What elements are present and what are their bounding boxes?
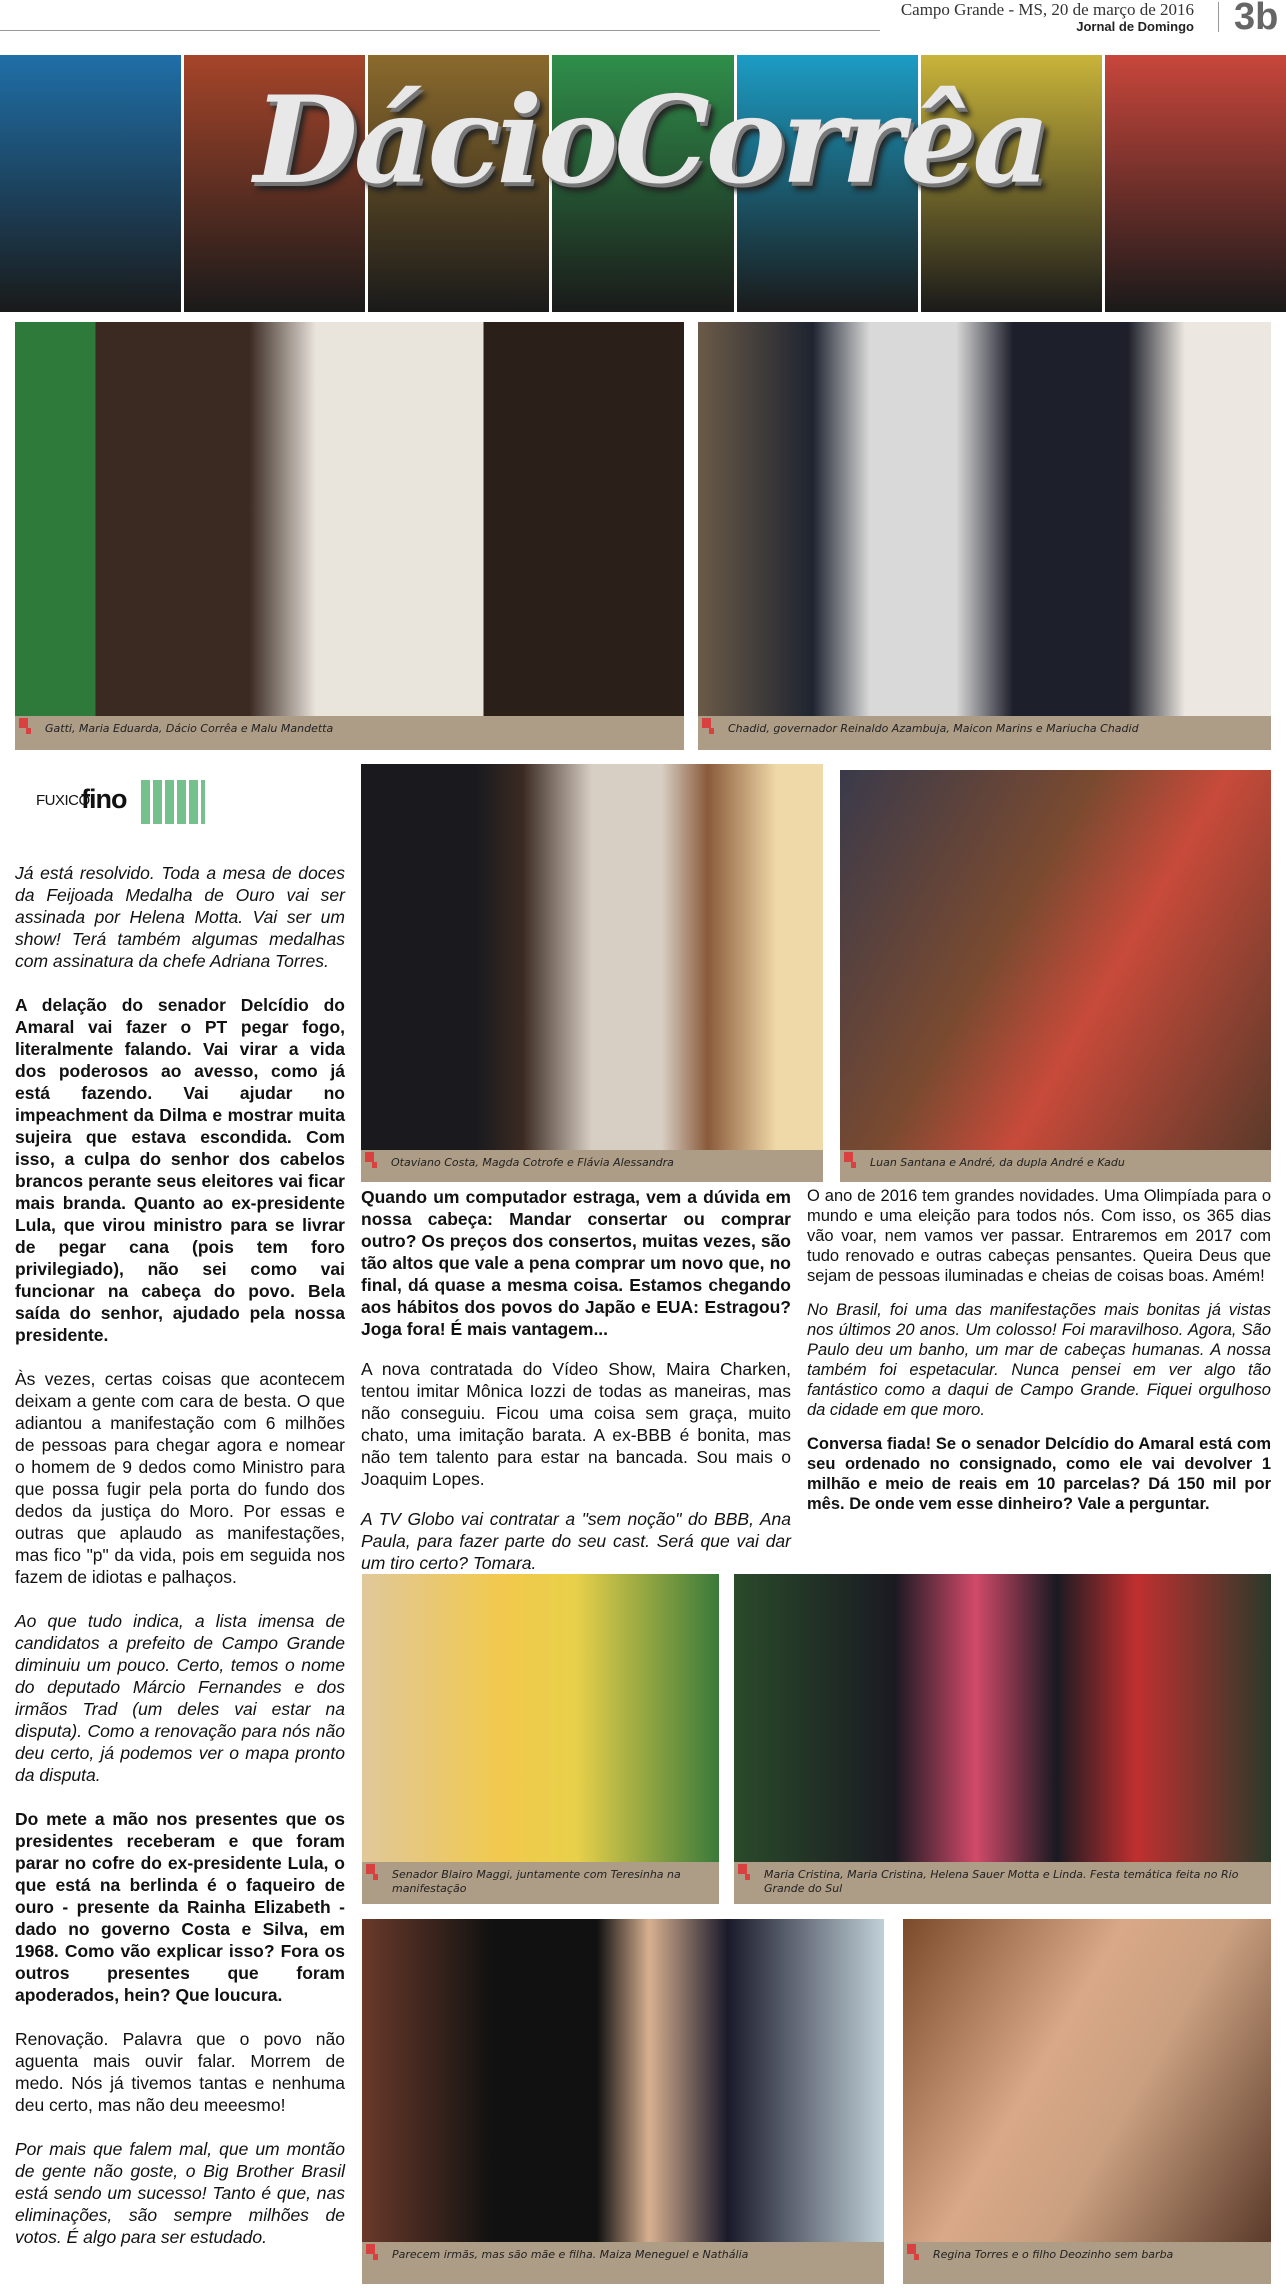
paragraph: Já está resolvido. Toda a mesa de doces da Feijoada Medalha de Ouro vai ser assinada por Helena Motta. Vai ser um show! Terá também algumas medalhas com assinatura da chefe Adriana Torres. bbox=[15, 863, 345, 971]
photo-caption: Senador Blairo Maggi, juntamente com Teresinha na manifestação bbox=[362, 1862, 719, 1904]
photo-image bbox=[361, 764, 823, 1150]
page-number: 3b bbox=[1234, 0, 1279, 38]
paragraph: Por mais que falem mal, que um montão de gente não goste, o Big Brother Brasil está sendo um sucesso! Tanto é que, nas eliminações, são sempre milhões de votos. É algo para ser estudado. bbox=[15, 2139, 345, 2247]
column-1 bbox=[15, 862, 345, 2270]
photo-image bbox=[903, 1919, 1271, 2242]
banner-logo: DácioCorrêa bbox=[253, 70, 1047, 211]
photo-caption: Gatti, Maria Eduarda, Dácio Corrêa e Malu Mandetta bbox=[15, 716, 684, 750]
photo-caption: Maria Cristina, Maria Cristina, Helena Sauer Motta e Linda. Festa temática feita no Rio Grande do Sul bbox=[734, 1862, 1271, 1904]
paragraph: Às vezes, certas coisas que acontecem deixam a gente com cara de besta. O que adiantou a manifestação com 6 milhões de pessoas para chegar agora e nomear o homem de 9 dedos como Ministro para que possa fugir pela porta do fundo dos dedos da justiça do Moro. Por essas e outras que aplaudo as manifestações, mas fico "p" da vida, pois em seguida nos fazem de idiotas e palhaços. bbox=[15, 1369, 345, 1587]
header-rule bbox=[0, 30, 880, 31]
photo-image bbox=[15, 322, 684, 716]
paragraph: Ao que tudo indica, a lista imensa de candidatos a prefeito de Campo Grande diminuiu um pouco. Certo, temos o nome do deputado Márcio Fernandes e dos irmãos Trad (um deles vai estar na disputa). Como a renovação para nós não deu certo, já podemos ver o mapa pronto da disputa. bbox=[15, 1611, 345, 1785]
photo-image bbox=[698, 322, 1271, 716]
photo-6 bbox=[734, 1574, 1271, 1904]
photo-image bbox=[362, 1919, 884, 2242]
photo-7 bbox=[362, 1919, 884, 2284]
photo-caption: Luan Santana e André, da dupla André e Kadu bbox=[840, 1150, 1271, 1182]
photo-image bbox=[840, 770, 1271, 1150]
photo-4 bbox=[840, 770, 1271, 1182]
paragraph: O ano de 2016 tem grandes novidades. Uma Olimpíada para o mundo e uma eleição para todos nós. Com isso, os 365 dias vão voar, nem vamos ver passar. Entraremos em 2017 com tudo renovado e outras cabeças pensantes. Queira Deus que sejam de pessoas iluminadas e cheias de coisas boas. Amém! bbox=[807, 1187, 1271, 1285]
fuxico-fino-logo bbox=[36, 780, 206, 826]
photo-caption: Otaviano Costa, Magda Cotrofe e Flávia Alessandra bbox=[361, 1150, 823, 1182]
logo-prefix: FUXICO bbox=[36, 792, 90, 809]
logo-squares bbox=[141, 780, 205, 824]
header-divider bbox=[1218, 2, 1219, 32]
paragraph: A nova contratada do Vídeo Show, Maira Charken, tentou imitar Mônica Iozzi de todas as maneiras, mas não conseguiu. Ficou uma coisa sem graça, muito chato, uma imitação barata. A ex-BBB é bonita, mas não tem talento para estar na bancada. Sou mais o Joaquim Lopes. bbox=[361, 1359, 791, 1489]
photo-1 bbox=[15, 322, 684, 750]
photo-image bbox=[734, 1574, 1271, 1862]
paragraph: A delação do senador Delcídio do Amaral vai fazer o PT pegar fogo, literalmente falando. Vai virar a vida dos poderosos ao avesso, como já está fazendo. Vai ajudar no impeachment da Dilma e mostrar muita sujeira que estava escondida. Com isso, a culpa do senhor dos cabelos brancos perante seus eleitores vai ficar mais branda. Quanto ao ex-presidente Lula, que virou ministro para se livrar de pegar cana (pois tem foro privilegiado), não sei como vai funcionar na cabeça do povo. Bela saída do senhor, ajudado pela nossa presidente. bbox=[15, 995, 345, 1345]
paragraph: Quando um computador estraga, vem a dúvida em nossa cabeça: Mandar consertar ou comprar outro? Os preços dos consertos, muitas vezes, são tão altos que vale a pena comprar um novo que, no final, dá quase a mesma coisa. Estamos chegando aos hábitos dos povos do Japão e EUA: Estragou? Joga fora! É mais vantagem... bbox=[361, 1187, 791, 1339]
photo-image bbox=[362, 1574, 719, 1862]
photo-8 bbox=[903, 1919, 1271, 2284]
column-3 bbox=[807, 1186, 1271, 1528]
photo-caption: Chadid, governador Reinaldo Azambuja, Maicon Marins e Mariucha Chadid bbox=[698, 716, 1271, 750]
photo-5 bbox=[362, 1574, 719, 1904]
photo-caption: Parecem irmãs, mas são mãe e filha. Maiza Meneguel e Nathália bbox=[362, 2242, 884, 2284]
photo-3 bbox=[361, 764, 823, 1182]
photo-2 bbox=[698, 322, 1271, 750]
paragraph: Do mete a mão nos presentes que os presidentes receberam e que foram parar no cofre do ex-presidente Lula, o que está na berlinda é o faqueiro de ouro - presente da Rainha Elizabeth - dado no governo Costa e Silva, em 1968. Como vão explicar isso? Fora os outros presentes que foram apoderados, hein? Que loucura. bbox=[15, 1809, 345, 2005]
paragraph: A TV Globo vai contratar a "sem noção" do BBB, Ana Paula, para fazer parte do seu cast. Será que vai dar um tiro certo? Tomara. bbox=[361, 1509, 791, 1573]
logo-word: fino bbox=[81, 784, 127, 814]
banner-tile bbox=[0, 55, 181, 312]
header-date: Campo Grande - MS, 20 de março de 2016 bbox=[900, 0, 1194, 19]
photo-caption: Regina Torres e o filho Deozinho sem barba bbox=[903, 2242, 1271, 2284]
column-2 bbox=[361, 1186, 791, 1596]
banner-tile bbox=[1105, 55, 1286, 312]
paragraph: Conversa fiada! Se o senador Delcídio do Amaral está com seu ordenado no consignado, como ele vai devolver 1 milhão e meio de reais em 10 parcelas? Dá 150 mil por mês. De onde vem esse dinheiro? Vale a perguntar. bbox=[807, 1435, 1271, 1513]
header-paper-name: Jornal de Domingo bbox=[1076, 19, 1194, 34]
paragraph: Renovação. Palavra que o povo não aguenta mais ouvir falar. Morrem de medo. Nós já tivemos tantas e nenhuma deu certo, mas não deu meeesmo! bbox=[15, 2029, 345, 2115]
paragraph: No Brasil, foi uma das manifestações mais bonitas já vistas nos últimos 20 anos. Um colosso! Foi maravilhoso. Agora, São Paulo deu um banho, um mar de cabeças humanas. A nossa também foi espetacular. Nunca pensei em ver algo tão fantástico como a daqui de Campo Grande. Fiquei orgulhoso da cidade em que moro. bbox=[807, 1301, 1271, 1419]
